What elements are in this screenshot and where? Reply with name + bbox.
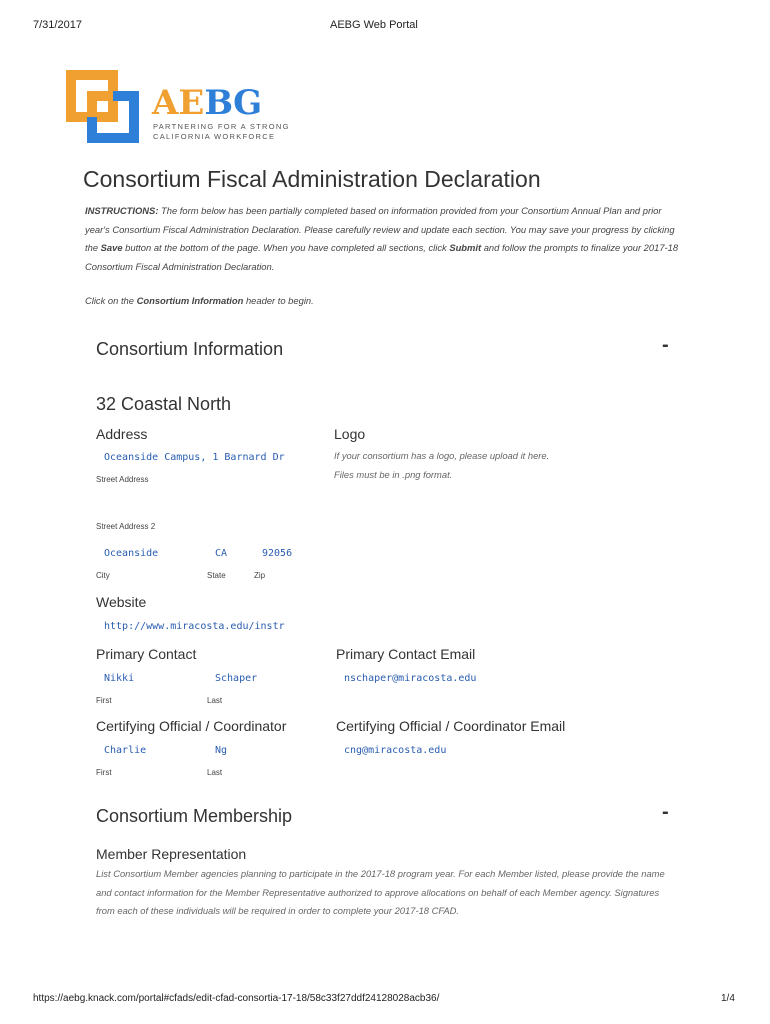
page-title: Consortium Fiscal Administration Declaration [83, 166, 541, 192]
certifying-first-field[interactable]: Charlie [104, 745, 147, 756]
primary-email-label: Primary Contact Email [336, 646, 476, 662]
collapse-toggle[interactable]: - [662, 334, 669, 356]
website-field[interactable]: http://www.miracosta.edu/instr [104, 621, 285, 632]
logo-wordmark: AEBG [152, 83, 263, 123]
state-label: State [207, 571, 226, 580]
city-field[interactable]: Oceanside [104, 548, 159, 559]
primary-last-field[interactable]: Schaper [215, 673, 258, 684]
last-label: Last [207, 696, 223, 705]
logo-label: Logo [334, 426, 366, 442]
primary-contact-label: Primary Contact [96, 646, 197, 662]
certifying-last-field[interactable]: Ng [215, 745, 228, 756]
click-note: Click on the Consortium Information header to begin. [85, 295, 314, 306]
primary-email-field[interactable]: nschaper@miracosta.edu [344, 673, 477, 684]
page-number: 1/4 [721, 993, 735, 1004]
address-label: Address [96, 426, 148, 442]
consortium-name: 32 Coastal North [96, 394, 232, 414]
street-address-label: Street Address [96, 475, 149, 484]
instructions: INSTRUCTIONS: The form below has been partially completed based on information provided from your Consortium Annual Plan and prior year's Consortium Fiscal Administration Declaration. Please carefully review and update each section. You may save your progress by clicking the Save button at the bottom of the page. When you have completed all sections, click Submit and follow the prompts to finalize your 2017-18 Consortium Fiscal Administration Declaration. [85, 205, 679, 272]
first-label: First [96, 768, 112, 777]
street-address-field[interactable]: Oceanside Campus, 1 Barnard Dr [104, 452, 285, 463]
member-representation-label: Member Representation [96, 846, 247, 862]
section-header-consortium-membership[interactable]: Consortium Membership [96, 806, 293, 826]
logo-upload-note: If your consortium has a logo, please upload it here. Files must be in .png format. [334, 450, 550, 480]
logo-tagline: PARTNERING FOR A STRONG CALIFORNIA WORKFORCE [153, 122, 290, 141]
street-address-2-label: Street Address 2 [96, 522, 156, 531]
certifying-email-field[interactable]: cng@miracosta.edu [344, 745, 447, 756]
print-title: AEBG Web Portal [330, 19, 418, 31]
certifying-email-label: Certifying Official / Coordinator Email [336, 718, 566, 734]
logo-squares-icon [66, 70, 146, 146]
website-label: Website [96, 594, 147, 610]
member-representation-note: List Consortium Member agencies planning to participate in the 2017-18 program year. For each Member listed, please provide the name and contact information for the Member Representative authorized to approve allocations on behalf of each Member agency. Signatures from each of these individuals will be required in order to complete your 2017-18 CFAD. [96, 868, 665, 917]
print-date: 7/31/2017 [33, 19, 82, 31]
certifying-official-label: Certifying Official / Coordinator [96, 718, 287, 734]
state-field[interactable]: CA [215, 548, 228, 559]
first-label: First [96, 696, 112, 705]
last-label: Last [207, 768, 223, 777]
city-label: City [96, 571, 110, 580]
section-header-consortium-information[interactable]: Consortium Information [96, 339, 284, 359]
primary-first-field[interactable]: Nikki [104, 673, 135, 684]
zip-field[interactable]: 92056 [262, 548, 293, 559]
zip-label: Zip [254, 571, 266, 580]
collapse-toggle[interactable]: - [662, 801, 669, 823]
print-url: https://aebg.knack.com/portal#cfads/edit-cfad-consortia-17-18/58c33f27ddf24128028acb36/ [33, 993, 440, 1004]
